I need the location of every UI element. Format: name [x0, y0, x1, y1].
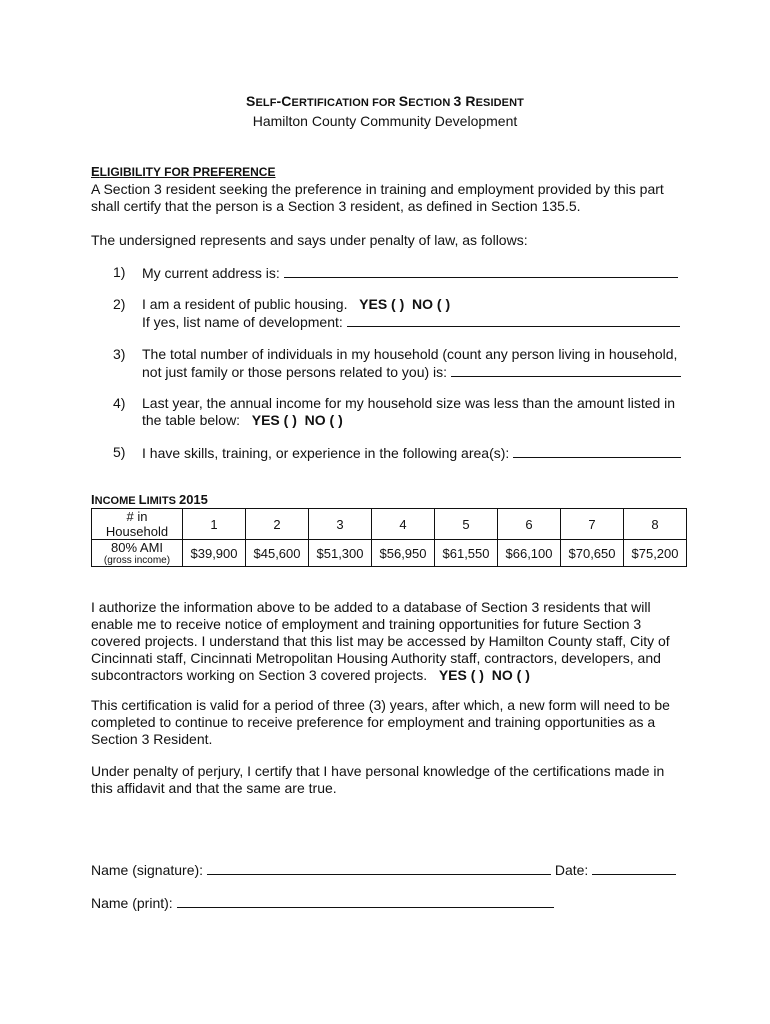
income-yes-option[interactable]: YES ( ): [251, 412, 297, 428]
income-limits-heading: INCOME LIMITS 2015: [91, 492, 208, 507]
form-title: SELF-CERTIFICATION FOR SECTION 3 RESIDENT: [246, 93, 524, 109]
household-size-row: [92, 509, 687, 540]
ami-row: [92, 540, 687, 567]
ami-amount-cell: $70,650: [561, 540, 624, 567]
print-name-row: Name (print):: [91, 894, 554, 911]
ami-amount-cell: $51,300: [309, 540, 372, 567]
intro-text: The undersigned represents and says under penalty of law, as follows:: [91, 232, 528, 248]
ami-amount-cell: $56,950: [372, 540, 435, 567]
household-size-cell: 1: [183, 509, 246, 540]
print-name-field[interactable]: [177, 894, 554, 908]
household-size-cell: 7: [561, 509, 624, 540]
item-annual-income: 4) Last year, the annual income for my household size was less than the amount listed in the table below: YES ( ) NO ( ): [113, 395, 676, 428]
authorize-no-option[interactable]: NO ( ): [491, 667, 530, 683]
skills-field[interactable]: [513, 444, 681, 458]
item-household-count: 3) The total number of individuals in my household (count any person living in household, not just family or those persons related to you) is:: [91, 346, 691, 382]
date-field[interactable]: [592, 861, 676, 875]
certification-form-page: SELF-CERTIFICATION FOR SECTION 3 RESIDENT Hamilton County Community Development ELIGIBILITY FOR PREFERENCE A Section 3 resident seeking the preference in training and employment provided by this part shall certify that the person is a Section 3 resident, as defined in Section 135.5. The undersigned represents and says under penalty of law, as follows: 1) My current address is: 2) I am a resident of public housing. YES ( ) NO ( ) If yes, list name of development: 3) The total number of individuals in my household (count any person living in household, not just family or those persons related to you) is: 4) Last year, the annual income for my household size was less than the amount listed in the table below: YES ( ) NO ( ) 5) I have skills, training, or experience in the following area(s): INCOME LIMITS 2015 # in Household 1 2 3 4 5 6 7 8 80% AMI (gross income) $39,900 $45,600 $51,300 $56,950 $61,550 $66,100 $70,650 $75,200 I authorize the information above to be added to a database of Section 3 residents that will enable me to receive notice of employment and training opportunities for future Section 3 covered projects. I understand that this list may be accessed by Hamilton County staff, City of Cincinnati staff, Cincinnati Metropolitan Housing Authority staff, contractors, developers, and subcontractors working on Section 3 covered projects. YES ( ) NO ( ) This certification is valid for a period of three (3) years, after which, a new form will need to be completed to continue to receive preference for employment and training opportunities as a Section 3 Resident. Under penalty of perjury, I certify that I have personal knowledge of the certifications made in this affidavit and that the same are true. Name (signature): Date: Name (print):: [0, 0, 770, 1024]
ami-amount-cell: $39,900: [183, 540, 246, 567]
household-count-field[interactable]: [451, 363, 681, 377]
public-housing-no-option[interactable]: NO ( ): [412, 296, 451, 312]
ami-amount-cell: $75,200: [624, 540, 687, 567]
ami-amount-cell: $66,100: [498, 540, 561, 567]
signature-field[interactable]: [207, 861, 551, 875]
household-size-cell: 5: [435, 509, 498, 540]
perjury-text: Under penalty of perjury, I certify that I have personal knowledge of the certifications made in this affidavit and that the same are true.: [91, 763, 665, 796]
household-size-cell: 6: [498, 509, 561, 540]
household-size-label: # in Household: [92, 509, 183, 540]
public-housing-yes-option[interactable]: YES ( ): [359, 296, 405, 312]
ami-amount-cell: $61,550: [435, 540, 498, 567]
authorize-yes-option[interactable]: YES ( ): [438, 667, 484, 683]
eligibility-heading: ELIGIBILITY FOR PREFERENCE: [91, 164, 276, 179]
household-size-cell: 4: [372, 509, 435, 540]
ami-label: 80% AMI (gross income): [92, 540, 183, 567]
development-name-field[interactable]: [347, 313, 680, 327]
address-field[interactable]: [284, 264, 678, 278]
signature-row: Name (signature): Date:: [91, 861, 676, 878]
household-size-cell: 3: [309, 509, 372, 540]
form-subtitle: Hamilton County Community Development: [252, 113, 518, 129]
ami-amount-cell: $45,600: [246, 540, 309, 567]
income-no-option[interactable]: NO ( ): [304, 412, 343, 428]
authorization-text: I authorize the information above to be added to a database of Section 3 residents that will enable me to receive notice of employment and training opportunities for future Section 3 covered projects. I understand that this list may be accessed by Hamilton County staff, City of Cincinnati staff, Cincinnati Metropolitan Housing Authority staff, contractors, developers, and subcontractors working on Section 3 covered projects. YES ( ) NO ( ): [91, 599, 670, 683]
household-size-cell: 2: [246, 509, 309, 540]
eligibility-text: A Section 3 resident seeking the preference in training and employment provided by this part shall certify that the person is a Section 3 resident, as defined in Section 135.5.: [91, 181, 664, 214]
income-limits-table: [91, 508, 687, 567]
household-size-cell: 8: [624, 509, 687, 540]
item-public-housing: 2) I am a resident of public housing. YES ( ) NO ( ) If yes, list name of development:: [91, 296, 691, 332]
validity-text: This certification is valid for a period of three (3) years, after which, a new form will need to be completed to continue to receive preference for employment and training opportunities as a Section 3 Resident.: [91, 697, 670, 747]
